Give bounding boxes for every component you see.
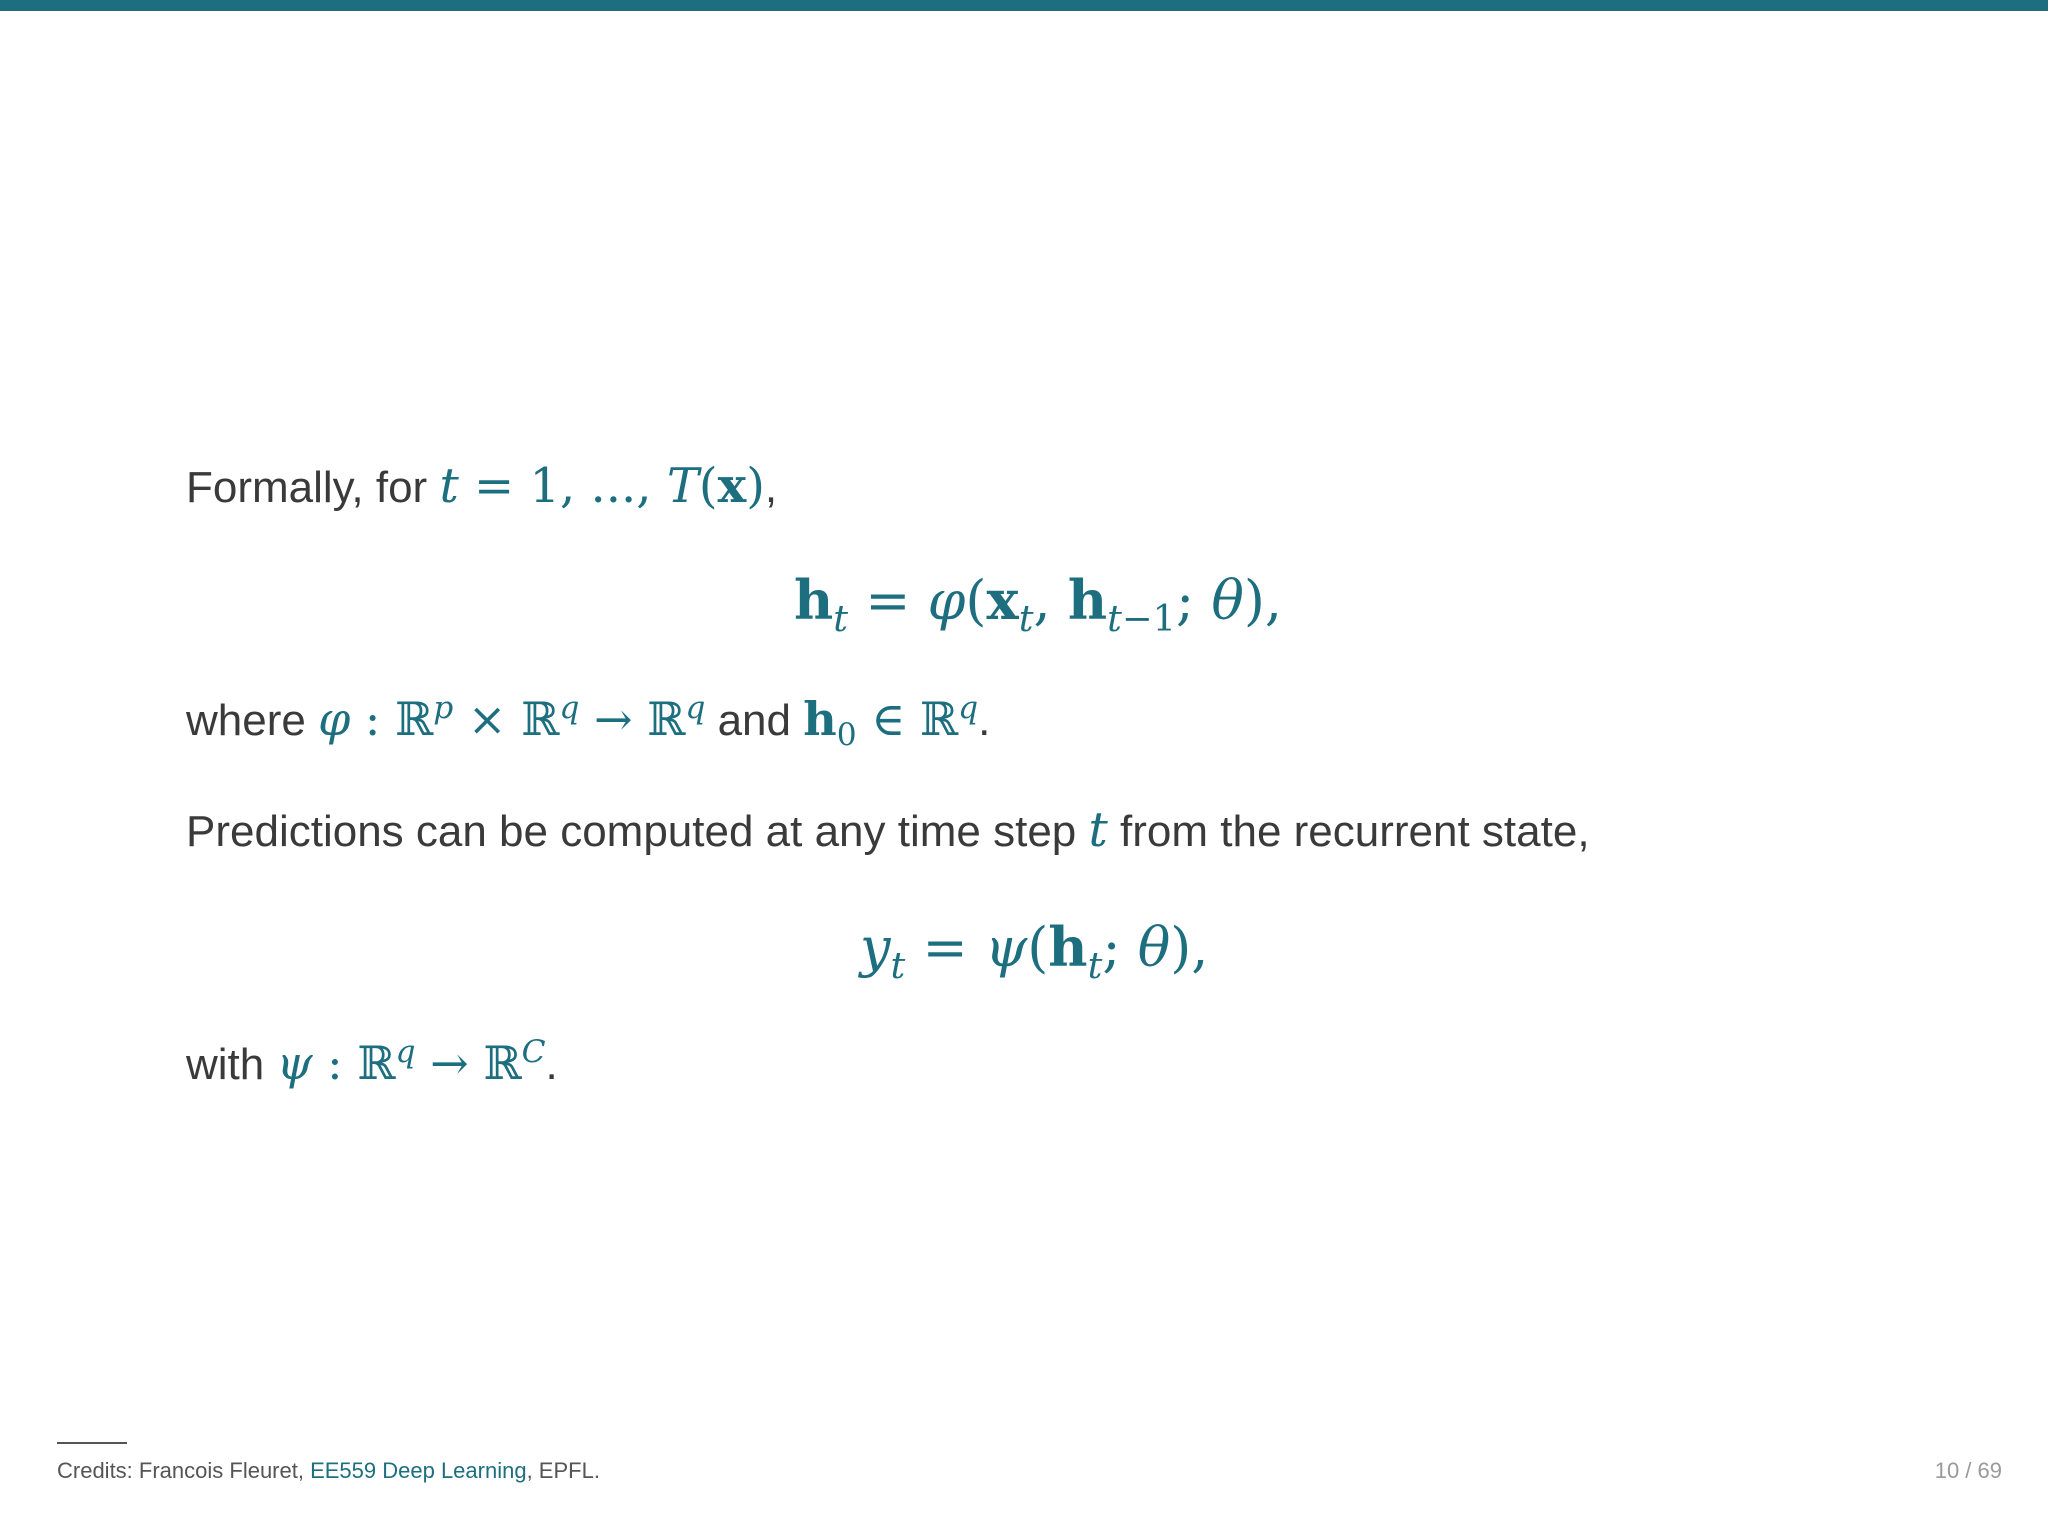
math-psi-signature: ψ : ℝ$^q$ → ℝ$^C$ (276, 1034, 546, 1091)
page-number: 10 / 69 (1934, 1458, 2002, 1483)
math-t: t (1088, 802, 1108, 858)
credits-footnote: Credits: Francois Fleuret, EE559 Deep Learning, EPFL. (57, 1458, 600, 1483)
math-time-range: t = 1, ..., T(x) (439, 458, 765, 514)
course-link[interactable]: EE559 Deep Learning (310, 1458, 527, 1483)
formal-definition-line: Formally, for t = 1, ..., T(x), (186, 458, 778, 514)
where-line: where φ : ℝ$^p$ × ℝ$^q$ → ℝ$^q$ and $h_0$ ∈ ℝ$^q$. (186, 690, 991, 754)
equation-hidden-state-update: $h_t = \varphi(x_t$, $h_{t-1}$; θ), (794, 568, 1283, 640)
predictions-line: Predictions can be computed at any time step t from the recurrent state, (186, 802, 1590, 858)
math-h0-init: $h_0$ ∈ ℝ$^q$ (803, 690, 979, 754)
equation-prediction: $y_t = \psi(h_t$; θ), (860, 915, 1209, 987)
with-line: with ψ : ℝ$^q$ → ℝ$^C$. (186, 1034, 558, 1091)
math-phi-signature: φ : ℝ$^p$ × ℝ$^q$ → ℝ$^q$ (318, 690, 706, 747)
footnote-rule (57, 1442, 127, 1444)
